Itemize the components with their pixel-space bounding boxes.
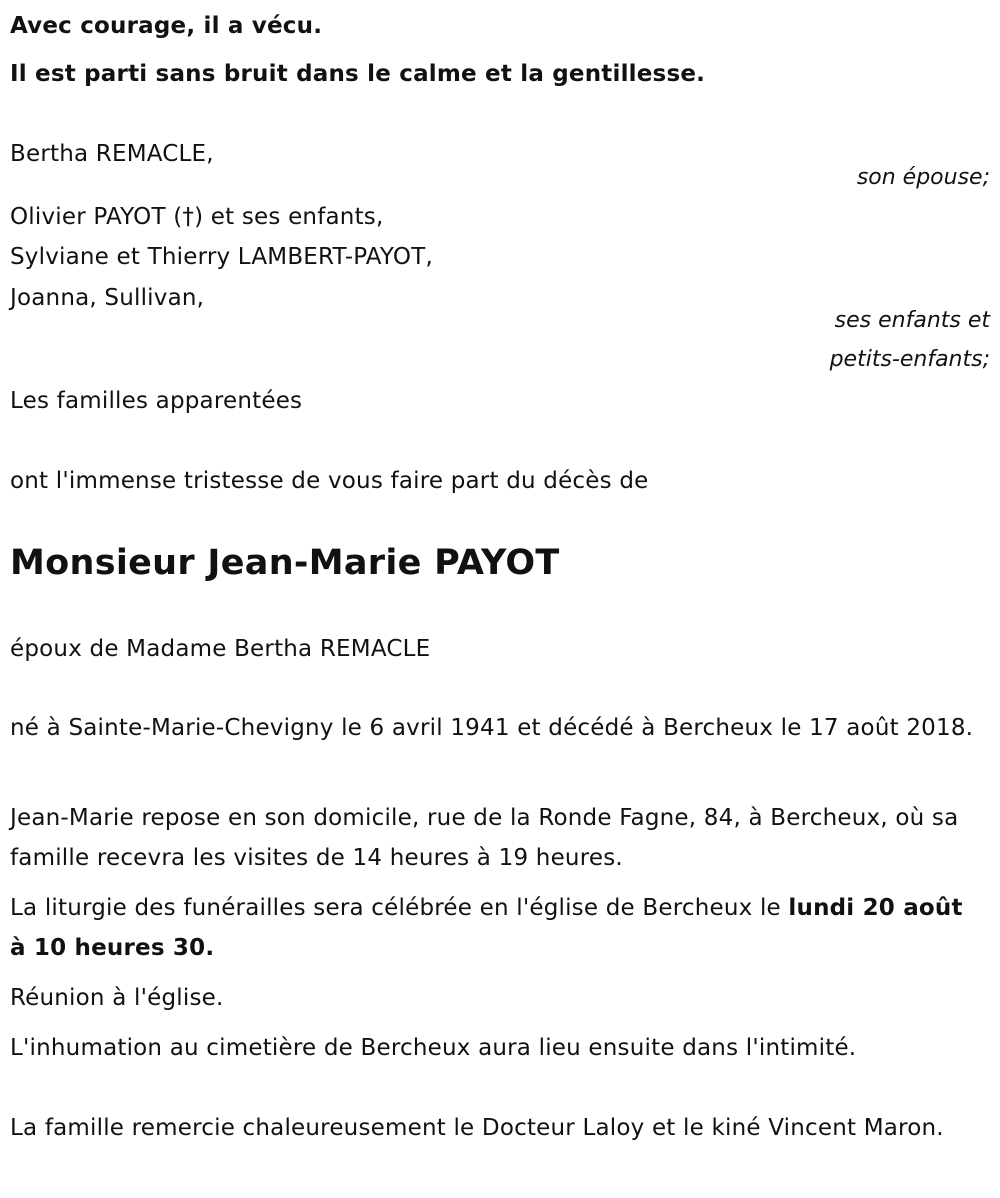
gathering: Réunion à l'église.	[10, 985, 224, 1011]
child-line-3: Joanna, Sullivan,	[10, 285, 205, 311]
funeral-info	[10, 888, 985, 968]
birth-death: né à Sainte-Marie-Chevigny le 6 avril 1941 et décédé à Bercheux le 17 août 2018.	[10, 715, 974, 741]
burial: L'inhumation au cimetière de Bercheux aura lieu ensuite dans l'intimité.	[10, 1035, 857, 1061]
announcement: ont l'immense tristesse de vous faire part du décès de	[10, 468, 649, 494]
spouse-of: époux de Madame Bertha REMACLE	[10, 636, 431, 662]
deceased-name: Monsieur Jean-Marie PAYOT	[10, 543, 560, 583]
intro-line-1: Avec courage, il a vécu.	[10, 13, 323, 39]
child-line-1: Olivier PAYOT (†) et ses enfants,	[10, 204, 384, 230]
intro-line-2: Il est parti sans bruit dans le calme et la gentillesse.	[10, 61, 706, 87]
spouse-role: son épouse;	[856, 165, 990, 190]
children-role-2: petits-enfants;	[829, 347, 990, 372]
children-role-1: ses enfants et	[834, 308, 990, 333]
funeral-prefix: La liturgie des funérailles sera célébrée en l'église de Bercheux le	[10, 895, 789, 921]
visitation: Jean-Marie repose en son domicile, rue de la Ronde Fagne, 84, à Bercheux, où sa famille recevra les visites de 14 heures à 19 heures.	[10, 805, 959, 871]
spouse-name: Bertha REMACLE,	[10, 141, 214, 167]
child-line-2: Sylviane et Thierry LAMBERT-PAYOT,	[10, 244, 433, 270]
thanks: La famille remercie chaleureusement le Docteur Laloy et le kiné Vincent Maron.	[10, 1115, 944, 1141]
funeral-datetime: lundi 20 août à 10 heures 30.	[10, 895, 963, 961]
relatives: Les familles apparentées	[10, 388, 303, 414]
